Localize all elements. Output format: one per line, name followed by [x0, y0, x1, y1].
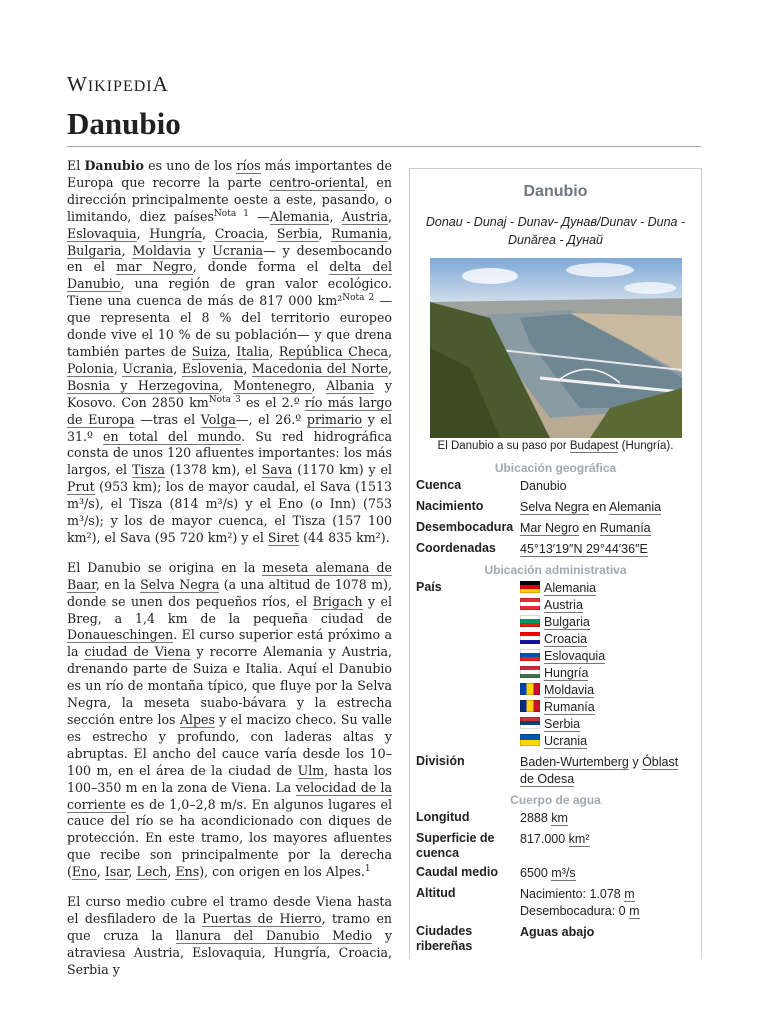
- longitud-label: Longitud: [416, 810, 470, 824]
- article-link[interactable]: en total del mundo: [103, 428, 242, 444]
- text-run: ,: [387, 208, 392, 224]
- text-run: ,: [318, 225, 332, 241]
- text-run: ,: [121, 242, 133, 258]
- article-link[interactable]: Lech: [136, 864, 168, 880]
- m3s-link[interactable]: m³/s: [551, 866, 576, 880]
- section-water-body: Cuerpo de agua: [510, 793, 601, 807]
- article-body: [67, 158, 392, 992]
- article-link[interactable]: Hungría: [149, 225, 203, 241]
- alemania-link[interactable]: Alemania: [608, 500, 662, 514]
- article-link[interactable]: Albania: [326, 377, 375, 393]
- coordinates-link[interactable]: 45°13′19″N 29°44′36″E: [520, 542, 648, 556]
- text-run: (953 km); los de mayor caudal, el Sava (1513 m³/s), el Tisza (814 m³/s) y el Eno (o Inn) (753 m³/s); y los de mayor cuenca, el Tisza (157 100 km²), el Sava (95 720 km²) y el: [67, 479, 392, 545]
- article-link[interactable]: Isar: [104, 864, 129, 880]
- article-link[interactable]: meseta alemana de Baar: [67, 559, 392, 592]
- pais-label: País: [416, 580, 442, 594]
- article-link[interactable]: Italia: [236, 343, 270, 359]
- article-link[interactable]: centro-oriental: [269, 174, 365, 190]
- wikipedia-logo[interactable]: WIKIPEDIA: [67, 72, 169, 96]
- reference-note[interactable]: Nota 3: [208, 394, 241, 405]
- country-row: [520, 614, 685, 631]
- text-run: ,: [128, 864, 137, 880]
- country-row: [520, 665, 685, 682]
- text-run: y atraviesa Austria, Eslovaquia, Hungría, Croacia, Serbia y: [67, 927, 393, 977]
- article-link[interactable]: Montenegro: [233, 377, 312, 393]
- article-link[interactable]: mar Negro: [116, 259, 193, 275]
- text-run: (1378 km), el: [165, 462, 262, 478]
- budapest-link[interactable]: Budapest: [569, 440, 619, 452]
- article-link[interactable]: Donaueschingen: [67, 627, 174, 643]
- article-link[interactable]: Alemania: [269, 208, 330, 224]
- country-link[interactable]: Ucrania: [544, 734, 588, 748]
- country-row: [520, 699, 685, 716]
- reference-note[interactable]: Nota 1: [213, 208, 249, 219]
- text-run: El: [67, 158, 85, 173]
- cuenca-label: Cuenca: [416, 478, 462, 492]
- caudal-label: Caudal medio: [416, 865, 498, 879]
- article-link[interactable]: ríos: [236, 158, 261, 173]
- text-run: , hasta los 100–350 m en la zona de Viena. La: [67, 762, 393, 795]
- reference-note[interactable]: 1: [364, 863, 371, 874]
- flag-icon: [520, 717, 540, 729]
- text-run: ,: [264, 225, 277, 241]
- text-run: es el 2.º: [240, 394, 305, 410]
- country-link[interactable]: Rumanía: [544, 700, 595, 714]
- desembocadura-label: Desembocadura: [416, 520, 514, 534]
- article-link[interactable]: Volga: [200, 411, 236, 427]
- article-link[interactable]: Polonia: [67, 360, 114, 376]
- water-table: Longitud 2888 km Superficie de cuenca 817.000 km² Caudal medio 6500 m³/s Altitud Nacimiento: 1.078 m Desembocadura: 0 m Ciudades ribereñas Aguas abajo: [416, 809, 640, 957]
- geo-table: Cuenca Danubio Nacimiento Selva Negra en Alemania Desembocadura Mar Negro en Rumanía Coordenadas 45°13′19″N 29°44′36″E: [416, 477, 661, 561]
- text-run: (1170 km) y el: [292, 462, 393, 478]
- country-link[interactable]: Moldavia: [544, 683, 595, 697]
- rumania-link[interactable]: Rumanía: [599, 521, 651, 535]
- coordenadas-label: Coordenadas: [416, 541, 496, 555]
- infobox-native-names: Donau - Dunaj - Dunav- Дунав/Dunav - Duna - Dunărea - Дунай: [425, 215, 686, 247]
- text-run: ,: [387, 360, 392, 376]
- text-run: ,: [173, 360, 182, 376]
- country-row: [520, 631, 685, 648]
- article-link[interactable]: Bulgaria: [67, 242, 122, 258]
- text-run: ,: [226, 343, 237, 359]
- article-link[interactable]: Ens: [175, 864, 200, 880]
- text-run: . El curso superior está próximo a la: [67, 627, 392, 660]
- article-link[interactable]: Tisza: [131, 462, 166, 478]
- text-run: ,: [218, 377, 234, 393]
- altitud-label: Altitud: [416, 886, 456, 900]
- section-administrative-location: Ubicación administrativa: [484, 563, 627, 577]
- aguas-abajo-label: Aguas abajo: [520, 925, 595, 939]
- country-row: [520, 597, 685, 614]
- flag-icon: [520, 683, 540, 695]
- selva-negra-link[interactable]: Selva Negra: [520, 500, 589, 514]
- paragraph-middle-course: [67, 894, 392, 979]
- flag-icon: [520, 734, 540, 746]
- article-link[interactable]: Brigach: [312, 593, 363, 609]
- text-run: ,: [136, 225, 150, 241]
- article-link[interactable]: Siret: [267, 529, 300, 545]
- admin-table: País Alemania Austria Bulgaria Croacia Eslovaquia Hungría Moldavia Rumanía Serbia Ucrania División Baden-Wurtemberg y Óblast de Odesa: [416, 579, 685, 791]
- country-link[interactable]: Eslovaquia: [544, 649, 606, 663]
- country-row: [520, 682, 685, 699]
- article-link[interactable]: delta del Danubio: [67, 259, 392, 292]
- text-run: es uno de los: [143, 158, 237, 173]
- article-link[interactable]: Selva Negra: [140, 576, 220, 592]
- text-run: ,: [269, 343, 279, 359]
- text-run: ,: [96, 864, 105, 880]
- text-run: —que representa el 8 % del territorio europeo donde vive el 10 % de su población— y que drena también partes de: [67, 293, 392, 359]
- m-link-mouth[interactable]: m: [629, 904, 640, 918]
- text-run: —, el 26.º: [235, 411, 307, 427]
- km-link[interactable]: km: [551, 811, 568, 825]
- text-run: ,: [113, 360, 123, 376]
- article-link[interactable]: Austria: [341, 208, 388, 224]
- flag-icon: [520, 615, 540, 627]
- superficie-label: Superficie de cuenca: [416, 831, 495, 860]
- country-row: [520, 648, 685, 665]
- text-run: y el macizo checo. Su valle es estrecho y profundo, con laderas altas y abruptas. El ancho del cauce varía desde los 10–100 m, en el área de la ciudad de: [67, 712, 392, 778]
- paragraph-upper-course: [67, 560, 392, 881]
- flag-icon: [520, 700, 540, 712]
- text-run: —: [248, 208, 270, 224]
- text-run: y recorre Alemania y Austria, drenando parte de Suiza e Italia. Aquí el Danubio es un río de montaña típico, que fluye por la Selva Negra, la meseta suabo-bávara y la estrecha sección entre los: [67, 644, 393, 727]
- danube-budapest-photo[interactable]: [430, 258, 682, 438]
- text-run: ,: [311, 377, 327, 393]
- text-run: El Danubio se origina en la: [67, 559, 263, 575]
- country-list: [520, 579, 685, 753]
- country-link[interactable]: Croacia: [544, 632, 588, 646]
- text-run: y el Breg, a 1,4 km de la pequeña ciudad de: [67, 593, 392, 626]
- country-link[interactable]: Serbia: [544, 717, 581, 731]
- article-link[interactable]: Alpes: [179, 712, 215, 727]
- article-link[interactable]: primario: [306, 411, 363, 427]
- text-run: , una región de gran valor ecológico. Tiene una cuenca de más de 817 000 km²: [67, 276, 392, 309]
- division-label: División: [416, 754, 465, 768]
- article-link[interactable]: Croacia: [214, 225, 265, 241]
- infobox: [409, 168, 702, 959]
- text-run: (a una altitud de 1078 m), donde se unen dos pequeños ríos, el: [67, 576, 392, 609]
- km2-link[interactable]: km²: [568, 832, 590, 846]
- flag-icon: [520, 649, 540, 661]
- text-run: y Kosovo. Con 2850 km: [67, 377, 392, 410]
- country-row: [520, 733, 685, 750]
- nacimiento-label: Nacimiento: [416, 499, 484, 513]
- baden-wurtemberg-link[interactable]: Baden-Wurtemberg: [520, 755, 629, 769]
- oblast-odesa-link[interactable]: Óblast de Odesa: [520, 755, 679, 786]
- article-link[interactable]: Eno: [71, 864, 97, 880]
- text-run: El curso medio cubre el tramo desde Viena hasta el desfiladero de la: [67, 894, 392, 926]
- bold-term: Danubio: [84, 158, 144, 173]
- article-link[interactable]: Eslovaquia: [67, 225, 137, 241]
- text-run: —tras el: [134, 411, 201, 427]
- article-link[interactable]: Puertas de Hierro: [202, 910, 322, 926]
- page-title: Danubio: [67, 106, 181, 141]
- article-link[interactable]: Bosnia y Herzegovina: [67, 377, 219, 393]
- reference-note[interactable]: Nota 2: [342, 293, 375, 304]
- country-link[interactable]: Hungría: [544, 666, 589, 680]
- text-run: ,: [167, 864, 176, 880]
- text-run: es de 1,0–2,8 m/s. En algunos lugares el cauce del río se ha acondicionado con diques de protección. En este tramo, los mayores afluentes que recibe son principalmente por la derecha (: [67, 796, 392, 880]
- country-link[interactable]: Bulgaria: [544, 615, 590, 629]
- text-run: ,: [202, 225, 215, 241]
- article-link[interactable]: velocidad de la corriente: [67, 779, 393, 812]
- article-link[interactable]: Prut: [67, 479, 95, 495]
- text-run: , en dirección principalmente oeste a este, pasando, o limitando, diez países: [67, 174, 392, 224]
- article-link[interactable]: Serbia: [276, 225, 319, 241]
- text-run: (44 835 km²).: [299, 529, 390, 545]
- text-run: ), con origen en los Alpes.: [199, 864, 365, 880]
- text-run: y el 31.º: [67, 411, 393, 444]
- article-link[interactable]: Sava: [261, 462, 293, 478]
- article-link[interactable]: Ucrania: [212, 242, 264, 258]
- article-link[interactable]: llanura del Danubio Medio: [175, 927, 373, 943]
- text-run: y: [191, 242, 213, 258]
- infobox-title: Danubio: [523, 183, 588, 200]
- flag-icon: [520, 632, 540, 644]
- article-link[interactable]: Ucrania: [122, 360, 174, 376]
- title-divider: [67, 146, 701, 147]
- text-run: , en la: [95, 576, 141, 592]
- flag-icon: [520, 666, 540, 678]
- country-row: [520, 580, 685, 597]
- text-run: ,: [243, 360, 252, 376]
- country-link[interactable]: Alemania: [544, 581, 597, 595]
- text-run: — y desembocando en el: [67, 242, 392, 275]
- flag-icon: [520, 581, 540, 593]
- text-run: . Su red hidrográfica consta de unos 120 afluentes importantes: los más largos, el: [67, 428, 392, 478]
- article-link[interactable]: Eslovenia: [181, 360, 244, 376]
- article-link[interactable]: Macedonia del Norte: [251, 360, 388, 376]
- section-geographic-location: Ubicación geográfica: [494, 461, 617, 475]
- m-link-source[interactable]: m: [624, 887, 635, 901]
- article-link[interactable]: Ulm: [297, 762, 325, 778]
- text-run: ,: [387, 343, 392, 359]
- country-row: [520, 716, 685, 733]
- article-link[interactable]: Moldavia: [132, 242, 192, 258]
- text-run: , tramo en que cruza la: [67, 910, 393, 943]
- ciudades-label: Ciudades ribereñas: [416, 924, 473, 953]
- article-link[interactable]: República Checa: [278, 343, 388, 359]
- text-run: más importantes de Europa que recorre la parte: [67, 158, 392, 190]
- article-link[interactable]: río más largo de Europa: [67, 394, 392, 427]
- cuenca-value: Danubio: [520, 479, 567, 493]
- flag-icon: [520, 598, 540, 610]
- article-link[interactable]: Rumania: [331, 225, 388, 241]
- photo-caption: El Danubio a su paso por Budapest (Hungría).: [437, 440, 674, 452]
- paragraph-intro: [67, 158, 392, 547]
- country-link[interactable]: Austria: [544, 598, 583, 612]
- text-run: ,: [388, 225, 393, 241]
- text-run: , donde forma el: [192, 259, 330, 275]
- text-run: ,: [329, 208, 342, 224]
- mar-negro-link[interactable]: Mar Negro: [520, 521, 580, 535]
- article-link[interactable]: Suiza: [191, 343, 227, 359]
- article-link[interactable]: ciudad de Viena: [84, 644, 191, 660]
